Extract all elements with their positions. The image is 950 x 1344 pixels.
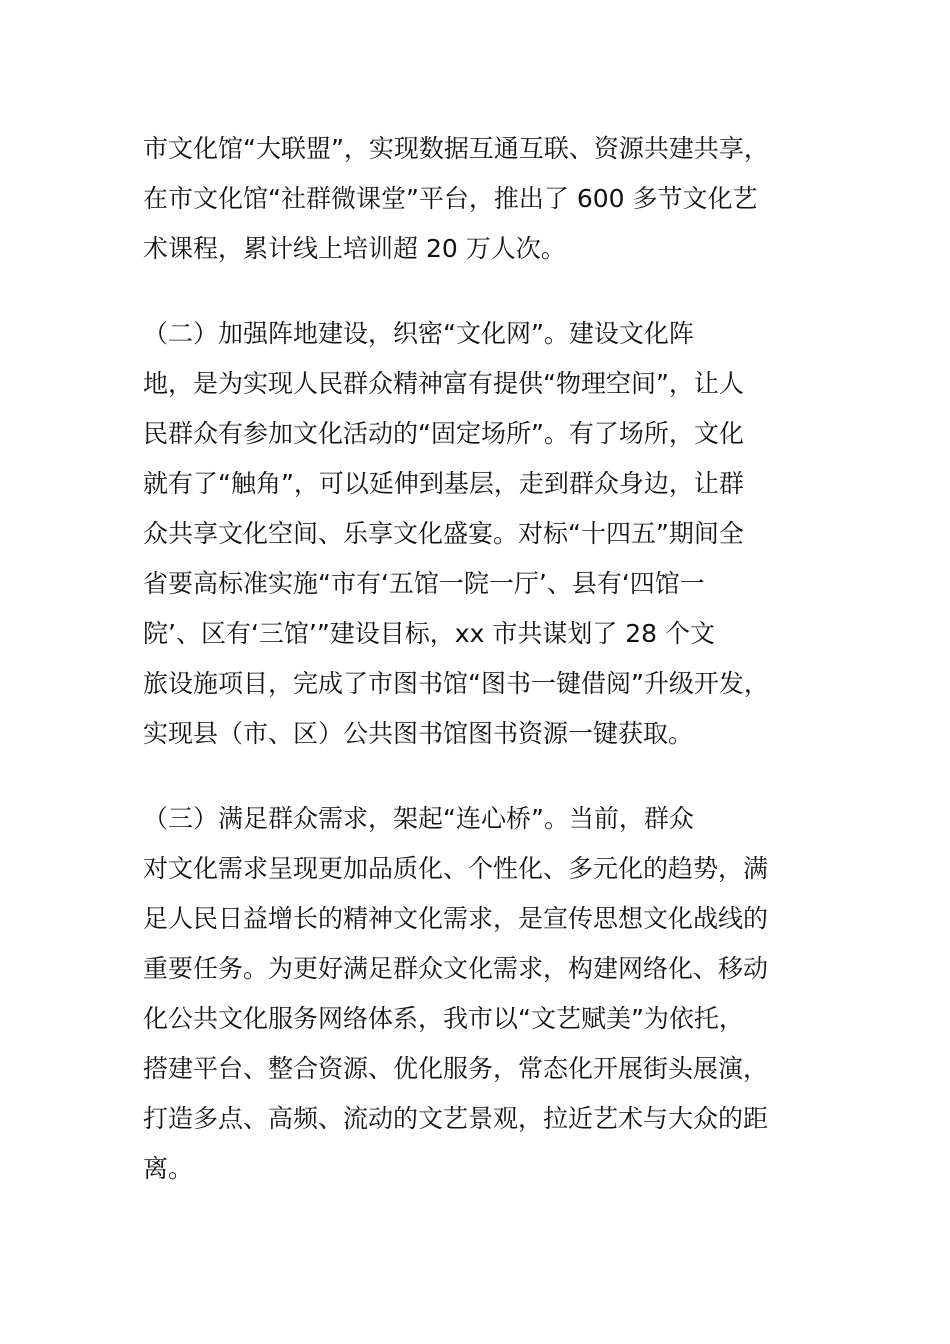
paragraph-3-line-4: 重要任务。为更好满足群众文化需求，构建网络化、移动 bbox=[143, 954, 769, 983]
paragraph-2-line-1: （二）加强阵地建设，织密“文化网”。建设文化阵 bbox=[143, 319, 694, 348]
paragraph-1-line-3: 术课程，累计线上培训超 20 万人次。 bbox=[143, 234, 566, 263]
paragraph-3-line-6: 搭建平台、整合资源、优化服务，常态化开展街头展演， bbox=[143, 1054, 769, 1083]
paragraph-2-line-6: 省要高标准实施“市有‘五馆一院一厅’、县有‘四馆一 bbox=[143, 569, 705, 598]
paragraph-3-line-2: 对文化需求呈现更加品质化、个性化、多元化的趋势，满 bbox=[143, 854, 769, 883]
paragraph-3-line-7: 打造多点、高频、流动的文艺景观，拉近艺术与大众的距 bbox=[143, 1104, 769, 1133]
paragraph-3-line-1: （三）满足群众需求，架起“连心桥”。当前，群众 bbox=[143, 804, 694, 833]
paragraph-1-line-2: 在市文化馆“社群微课堂”平台，推出了 600 多节文化艺 bbox=[143, 184, 758, 213]
paragraph-2-line-7: 院’、区有‘三馆’”建设目标，xx 市共谋划了 28 个文 bbox=[143, 619, 716, 648]
paragraph-2-line-4: 就有了“触角”，可以延伸到基层，走到群众身边，让群 bbox=[143, 469, 744, 498]
paragraph-3-line-8: 离。 bbox=[143, 1154, 194, 1183]
paragraph-3-line-5: 化公共文化服务网络体系，我市以“文艺赋美”为依托， bbox=[143, 1004, 744, 1033]
paragraph-2-line-9: 实现县（市、区）公共图书馆图书资源一键获取。 bbox=[143, 719, 694, 748]
paragraph-2-line-3: 民群众有参加文化活动的“固定场所”。有了场所，文化 bbox=[143, 419, 744, 448]
paragraph-1-line-1: 市文化馆“大联盟”，实现数据互通互联、资源共建共享， bbox=[143, 134, 769, 163]
paragraph-2-line-5: 众共享文化空间、乐享文化盛宴。对标“十四五”期间全 bbox=[143, 519, 744, 548]
paragraph-2-line-2: 地，是为实现人民群众精神富有提供“物理空间”，让人 bbox=[143, 369, 744, 398]
paragraph-3-line-3: 足人民日益增长的精神文化需求，是宣传思想文化战线的 bbox=[143, 904, 769, 933]
paragraph-2-line-8: 旅设施项目，完成了市图书馆“图书一键借阅”升级开发， bbox=[143, 669, 769, 698]
